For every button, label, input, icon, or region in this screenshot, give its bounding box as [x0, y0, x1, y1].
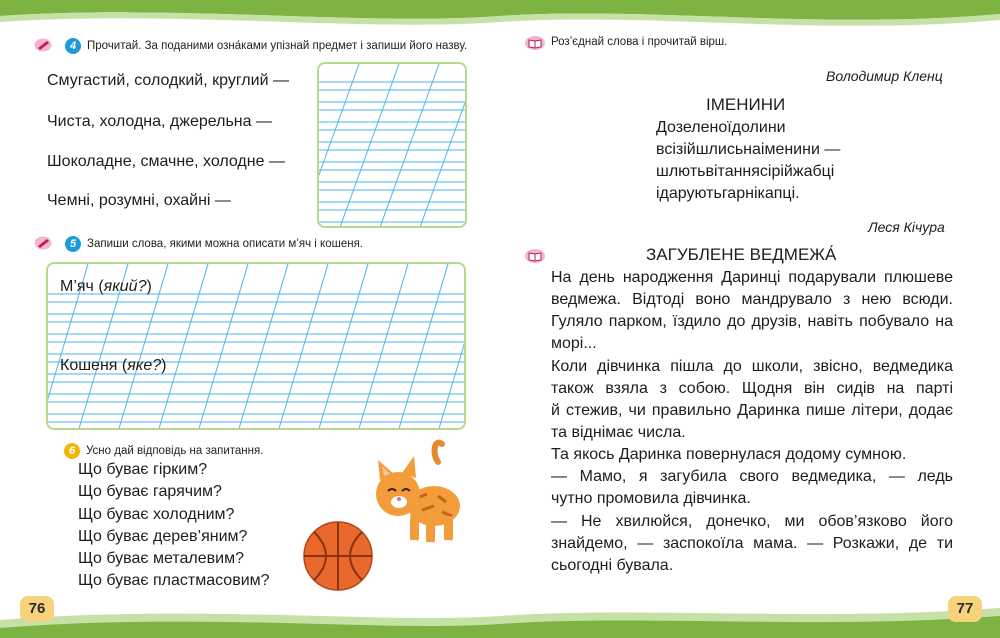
story-line: Коли дівчинка пішла до школи, звісно, ведмедика: [551, 358, 953, 375]
task-6-instruction: Усно дай відповідь на запитання.: [86, 445, 264, 457]
story-author: Леся Кічура: [868, 219, 945, 235]
task-4-header: [65, 38, 467, 54]
poem-line: Дозеленоїдолини: [656, 119, 786, 136]
pencil-hand-icon: [34, 236, 52, 250]
story-line: морі...: [551, 335, 597, 352]
question-line: Що буває гарячим?: [78, 483, 222, 500]
story-line: На день народження Даринці подарували плюшеве: [551, 269, 953, 286]
task-number-badge: 4: [65, 38, 81, 54]
story-line: — Мамо, я загубила свого ведмедика, — ледь: [551, 468, 953, 485]
kitten-illustration: [372, 436, 472, 556]
story-line: й стежив, чи правильно Даринка пише літери, додає: [551, 402, 953, 419]
poem-title: ІМЕНИНИ: [706, 95, 786, 114]
riddle-line: Смугастий, солодкий, круглий —: [47, 72, 289, 89]
kitten-question-hint: яке?: [127, 357, 162, 374]
story-line: — Не хвилюйся, донечко, ми обов’язково його: [551, 513, 953, 530]
story-line: Гуляло парком, їздило до друзів, навіть побувало на: [551, 313, 953, 330]
task-6-header: [64, 443, 263, 459]
task-right-instruction: Роз’єднай слова і прочитай вірш.: [551, 36, 728, 48]
story-line: чутно промовила дівчинка.: [551, 490, 751, 507]
story-line: сьогодні бувала.: [551, 557, 674, 574]
poem-line: всізійшлисьнаіменини —: [656, 141, 841, 158]
riddle-line: Шоколадне, смачне, холодне —: [47, 153, 285, 170]
question-line: Що буває дерев’яним?: [78, 528, 248, 545]
ball-label: М’яч: [60, 278, 94, 295]
page-number-left: 76: [20, 596, 54, 622]
question-line: Що буває металевим?: [78, 550, 244, 567]
riddle-line: Чиста, холодна, джерельна —: [47, 113, 272, 130]
bottom-decorative-band: [0, 590, 1000, 638]
poem-line: ідаруютьгарнікапці.: [656, 185, 800, 202]
task-4-instruction: Прочитай. За поданими озна́ками упізнай предмет і запиши його назву.: [87, 40, 468, 52]
answer-writing-box-task5[interactable]: [46, 262, 466, 430]
story-line: та віднімає числа.: [551, 424, 686, 441]
pencil-hand-icon: [34, 38, 52, 52]
question-line: Що буває пластмасовим?: [78, 572, 270, 589]
book-icon: [525, 36, 545, 50]
story-line: знайдемо, — заспокоїла мама. — Розкажи, де ти: [551, 535, 953, 552]
question-line: Що буває гірким?: [78, 461, 208, 478]
ball-label-row: М’яч (який?): [60, 278, 152, 295]
top-decorative-band: [0, 0, 1000, 34]
ball-illustration: [302, 520, 374, 592]
task-5-header: [65, 236, 363, 252]
poem-author: Володимир Кленц: [826, 68, 943, 84]
task-5-instruction: Запиши слова, якими можна описати м’яч і кошеня.: [87, 238, 364, 250]
task-number-badge: 6: [64, 443, 80, 459]
book-icon: [525, 249, 545, 263]
kitten-label-row: Кошеня (яке?): [60, 357, 167, 374]
story-line: ведмежа. Відтоді воно мандрувало з нею всюди.: [551, 291, 953, 308]
riddle-line: Чемні, розумні, охайні —: [47, 192, 231, 209]
answer-writing-box-task4[interactable]: [317, 62, 467, 228]
task-number-badge: 5: [65, 236, 81, 252]
ball-question-hint: який?: [103, 278, 147, 295]
poem-line: шлютьвітаннясірійжабці: [656, 163, 835, 180]
page-number-right: 77: [948, 596, 982, 622]
handwriting-lines: [319, 64, 467, 228]
kitten-label: Кошеня: [60, 357, 118, 374]
story-line: Та якось Даринка повернулася додому сумною.: [551, 446, 907, 463]
question-line: Що буває холодним?: [78, 506, 235, 523]
story-title: ЗАГУБЛЕНЕ ВЕДМЕЖА́: [646, 245, 837, 264]
story-line: також взяла з собою. Щодня він сидів на парті: [551, 380, 953, 397]
